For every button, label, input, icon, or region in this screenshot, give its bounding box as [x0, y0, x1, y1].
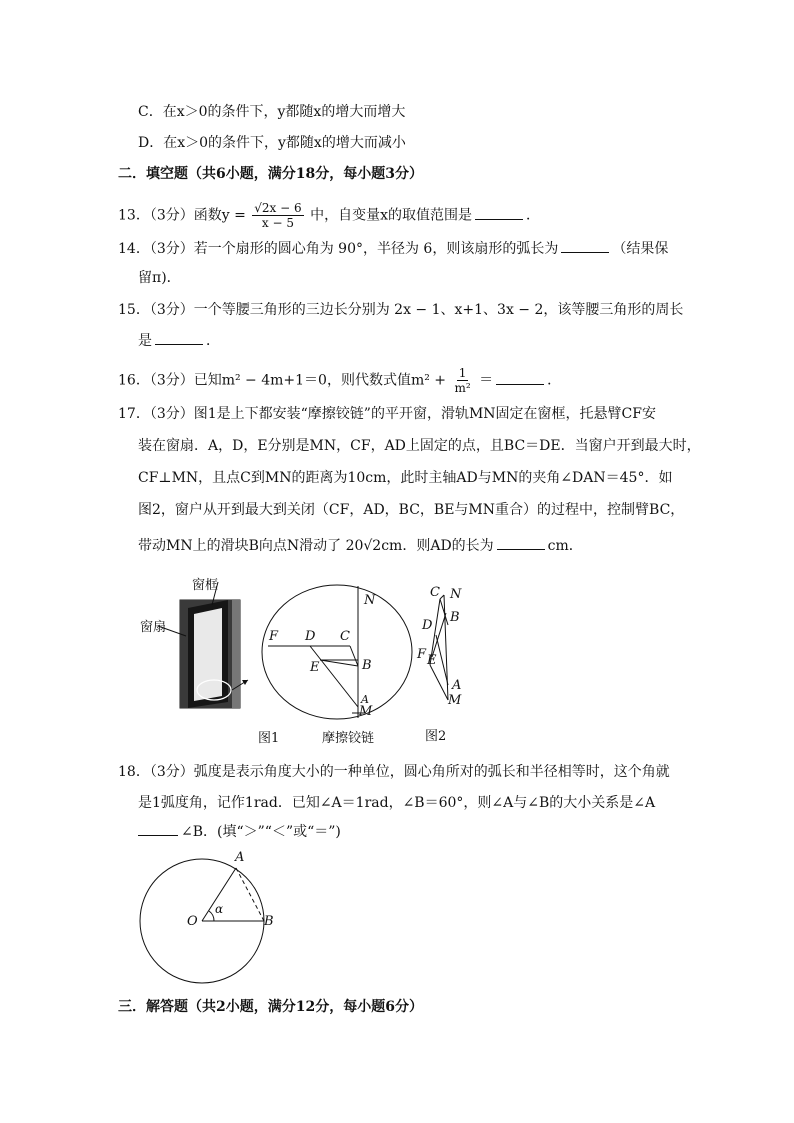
q16-numerator: 1: [458, 366, 467, 380]
q13-prefix: 13．（3分）函数y =: [118, 207, 246, 224]
q15-text: 是: [138, 333, 152, 349]
hinge-label-A: A: [361, 693, 369, 706]
q16-suffix: ＝: [479, 372, 494, 389]
question-18-line2: 是1弧度角，记作1rad．已知∠A＝1rad，∠B＝60°，则∠A与∠B的大小关系是∠A: [138, 795, 656, 811]
hinge-label-N: N: [364, 593, 376, 608]
q16-denominator: m²: [454, 381, 471, 395]
q17-answer-blank[interactable]: [497, 537, 545, 550]
caption-figure-2: 图2: [425, 729, 447, 744]
question-17-line2: 装在窗扇．A，D，E分别是MN，CF，AD上固定的点，且BC＝DE．当窗户开到最大时，: [138, 438, 701, 454]
hinge-label-E: E: [310, 660, 320, 675]
q16-fraction: [453, 366, 473, 395]
q16-answer-blank[interactable]: [496, 372, 544, 385]
question-17-line4: 图2，窗户从开到最大到关闭（CF，AD，BC，BE与MN重合）的过程中，控制臂BC，: [138, 502, 685, 518]
option-c: C．在x＞0的条件下，y都随x的增大而增大: [138, 104, 406, 120]
figure-2-closing: [414, 585, 474, 710]
label-window-frame: 窗框: [192, 578, 219, 593]
q16-end: ．: [547, 372, 562, 389]
hinge-label-C: C: [340, 629, 350, 644]
label-window-sash: 窗扇: [140, 620, 167, 635]
q14-text-end: （结果保: [612, 241, 669, 257]
question-15-line2: [138, 331, 220, 351]
question-13: [118, 201, 540, 230]
caption-friction-hinge: 摩擦铰链: [322, 731, 375, 746]
figure-hinge-diagram: [260, 583, 415, 721]
hinge-label-M: M: [359, 704, 373, 719]
radian-label-B: B: [264, 914, 274, 929]
question-18-line3: [138, 822, 341, 842]
q13-numerator: √2x − 6: [254, 201, 302, 215]
q18-answer-blank[interactable]: [138, 823, 178, 836]
fig2-label-D: D: [422, 618, 433, 633]
fig2-label-E: E: [427, 653, 437, 668]
hinge-label-F: F: [269, 629, 279, 644]
fig2-label-A: A: [452, 678, 462, 693]
q13-answer-blank[interactable]: [475, 207, 523, 220]
q17-end: cm．: [547, 538, 583, 554]
q13-suffix: 中，自变量x的取值范围是: [310, 207, 472, 224]
question-16: [118, 366, 561, 395]
section-3-title: 三．解答题（共2小题，满分12分，每小题6分）: [118, 999, 423, 1015]
question-17-line3: CF⊥MN，且点C到MN的距离为10cm，此时主轴AD与MN的夹角∠DAN＝45°．如: [138, 470, 673, 486]
fig2-label-N: N: [450, 587, 462, 602]
q13-end: ．: [526, 207, 540, 224]
q14-answer-blank[interactable]: [561, 240, 609, 253]
q14-text: 14．（3分）若一个扇形的圆心角为 90°，半径为 6，则该扇形的弧长为: [118, 241, 559, 257]
q16-prefix: 16．（3分）已知m² − 4m+1＝0，则代数式值m² +: [118, 372, 447, 389]
fig2-label-F: F: [417, 647, 427, 662]
radian-label-O: O: [187, 914, 198, 929]
figure-radian-circle: [135, 850, 285, 990]
q13-fraction: [252, 201, 303, 230]
q18-text: ∠B．(填“＞”“＜”或“＝”): [181, 824, 341, 840]
fig2-label-M: M: [448, 693, 462, 708]
q15-answer-blank[interactable]: [155, 332, 203, 345]
caption-figure-1: 图1: [258, 731, 280, 746]
figure-1-window: [136, 570, 256, 715]
question-14-line1: [118, 239, 668, 259]
q17-text: 带动MN上的滑块B向点N滑动了 20√2cm．则AD的长为: [138, 538, 494, 554]
option-d: D．在x＞0的条件下，y都随x的增大而减小: [138, 135, 406, 151]
question-17-line1: 17．（3分）图1是上下都安装“摩擦铰链”的平开窗，滑轨MN固定在窗框，托悬臂CF安: [118, 406, 656, 422]
question-18-line1: 18．（3分）弧度是表示角度大小的一种单位，圆心角所对的弧长和半径相等时，这个角就: [118, 764, 670, 780]
radian-label-A: A: [235, 850, 245, 865]
q15-end: ．: [206, 333, 220, 349]
question-17-line5: [138, 536, 583, 556]
section-2-title: 二．填空题（共6小题，满分18分，每小题3分）: [118, 166, 423, 182]
hinge-label-B: B: [362, 658, 372, 673]
q13-denominator: x − 5: [261, 216, 294, 230]
question-14-line2: 留π)．: [138, 270, 181, 286]
fig2-label-B: B: [450, 610, 460, 625]
question-15-line1: 15．（3分）一个等腰三角形的三边长分别为 2x − 1、x+1、3x − 2，该等腰三角形的周长: [118, 302, 684, 318]
fig2-label-C: C: [430, 585, 440, 600]
radian-label-alpha: α: [215, 902, 224, 916]
hinge-label-D: D: [305, 629, 316, 644]
